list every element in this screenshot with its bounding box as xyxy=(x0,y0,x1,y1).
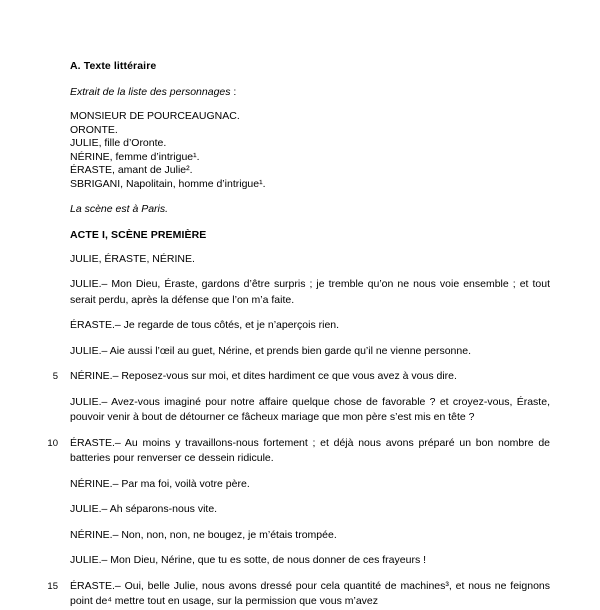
speech-text: JULIE.– Aie aussi l’œil au guet, Nérine, et prends bien garde qu’il ne vienne personne. xyxy=(70,344,471,357)
speech-line xyxy=(70,395,550,426)
line-number: 5 xyxy=(52,371,58,382)
line-number: 15 xyxy=(47,580,58,592)
extract-label-line xyxy=(70,86,550,98)
extract-colon: : xyxy=(230,86,237,98)
speech-line xyxy=(70,318,550,334)
section-heading: A. Texte littéraire xyxy=(70,60,157,72)
speech-text: NÉRINE.– Par ma foi, voilà votre père. xyxy=(70,477,250,490)
cast-list xyxy=(70,110,550,191)
cast-item: ORONTE. xyxy=(70,123,118,136)
speech-text: NÉRINE.– Reposez-vous sur moi, et dites hardiment ce que vous avez à vous dire. xyxy=(70,370,457,382)
speech-line xyxy=(47,436,550,467)
speech-text: ÉRASTE.– Au moins y travaillons-nous fortement ; et déjà nous avons préparé un bon nombre de batteries pour renverser ce dessein ridicule. xyxy=(70,436,550,464)
speech-line xyxy=(47,579,550,610)
scene-location-note: La scène est à Paris. xyxy=(70,203,169,215)
speech-line xyxy=(70,553,550,569)
line-number: 10 xyxy=(47,437,58,449)
speech-text: JULIE.– Avez-vous imaginé pour notre affaire quelque chose de favorable ? et croyez-vous, Éraste, pouvoir venir à bout de détourner ce fâcheux mariage que mon père s’est mis en tête ? xyxy=(70,395,550,423)
act-scene-heading: ACTE I, SCÈNE PREMIÈRE xyxy=(70,229,207,241)
cast-item: SBRIGANI, Napolitain, homme d’intrigue¹. xyxy=(70,177,266,190)
speech-line xyxy=(70,528,550,544)
cast-item: MONSIEUR DE POURCEAUGNAC. xyxy=(70,110,240,122)
document-content xyxy=(47,60,550,610)
speech-line xyxy=(52,369,550,385)
speech-text: JULIE.– Ah séparons-nous vite. xyxy=(70,503,218,515)
extract-label: Extrait de la liste des personnages xyxy=(70,86,231,98)
cast-item: JULIE, fille d’Oronte. xyxy=(70,137,167,149)
speech-text: ÉRASTE.– Je regarde de tous côtés, et je n’aperçois rien. xyxy=(70,319,340,331)
speech-line xyxy=(70,277,550,308)
cast-item: ÉRASTE, amant de Julie². xyxy=(70,164,193,176)
speech-text: JULIE.– Mon Dieu, Éraste, gardons d’être surpris ; je tremble qu’on ne nous voie ensemble ; et tout serait perdu, après la défense que l’on m’a faite. xyxy=(70,278,550,306)
speech-line xyxy=(70,477,550,493)
speech-line xyxy=(70,502,550,518)
speech-line xyxy=(70,344,550,360)
speech-text: JULIE.– Mon Dieu, Nérine, que tu es sotte, de nous donner de ces frayeurs ! xyxy=(70,554,427,566)
speech-text: ÉRASTE.– Oui, belle Julie, nous avons dressé pour cela quantité de machines³, et nous ne feignons point de⁴ mettre tout en usage, sur la permission que vous m’avez xyxy=(70,579,550,607)
cast-item: NÉRINE, femme d’intrigue¹. xyxy=(70,150,200,163)
speech-text: NÉRINE.– Non, non, non, ne bougez, je m’étais trompée. xyxy=(70,528,337,541)
characters-present-line: JULIE, ÉRASTE, NÉRINE. xyxy=(70,253,195,265)
